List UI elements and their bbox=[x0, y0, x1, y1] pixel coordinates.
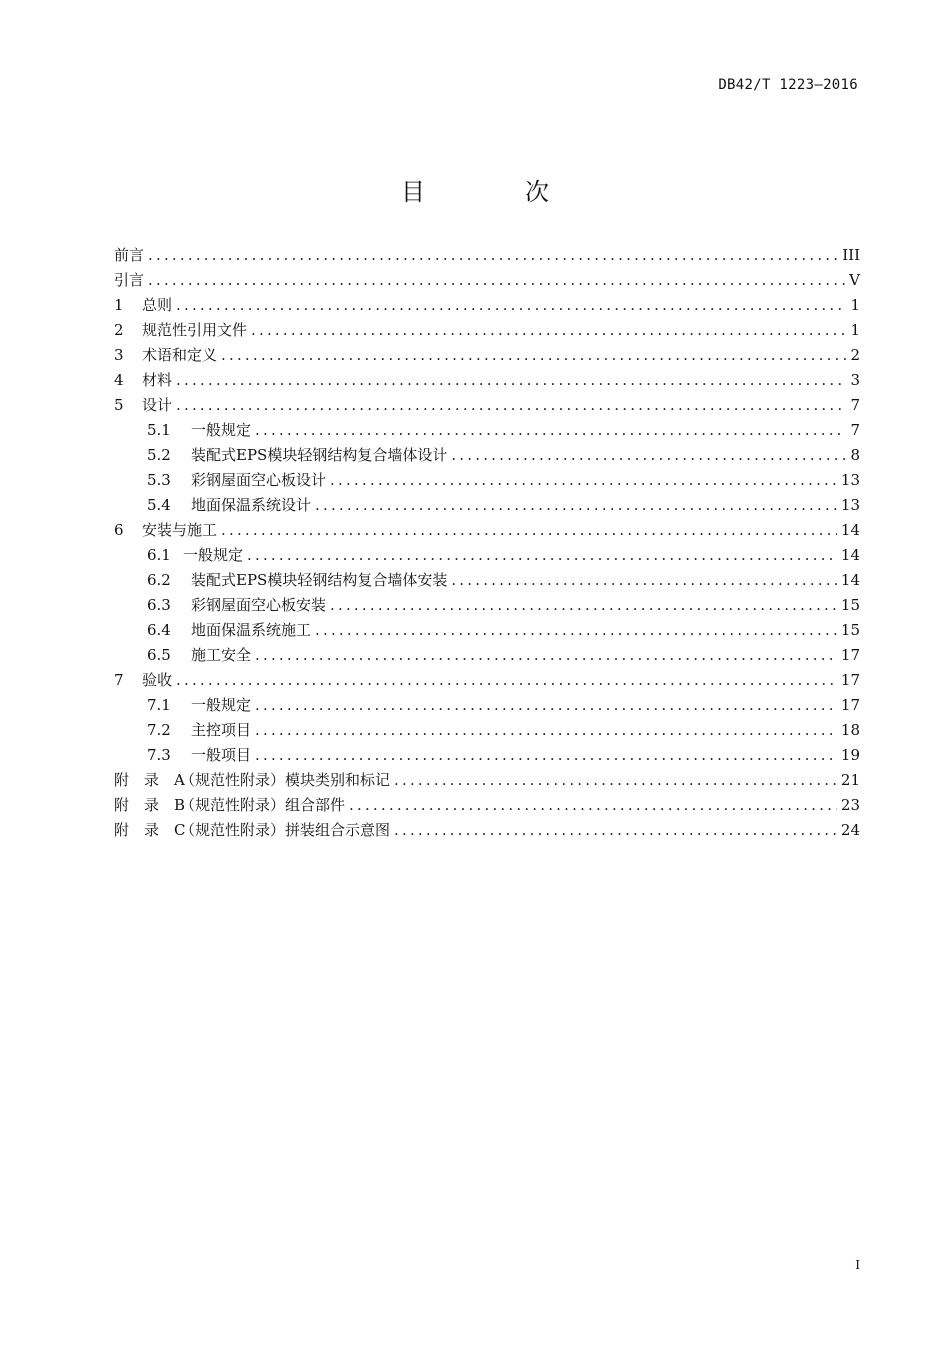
dot-leader bbox=[349, 793, 837, 818]
toc-entry-title: （规范性附录）模块类别和标记 bbox=[180, 771, 391, 789]
toc-page-number: 8 bbox=[850, 446, 860, 464]
toc-entry-title: 引言 bbox=[114, 271, 145, 289]
dot-leader bbox=[176, 368, 846, 393]
dot-leader bbox=[148, 243, 838, 268]
toc-entry-title: 设计 bbox=[142, 396, 173, 414]
toc-page-number: 18 bbox=[840, 721, 860, 739]
toc-entry-appendix-b[interactable] bbox=[114, 793, 860, 818]
toc-entry-title: 主控项目 bbox=[191, 721, 252, 739]
toc-page-number: 17 bbox=[840, 646, 860, 664]
toc-page-number: 7 bbox=[850, 421, 860, 439]
toc-appendix-label: 附 录 B bbox=[114, 796, 186, 814]
dot-leader bbox=[176, 393, 846, 418]
dot-leader bbox=[255, 643, 837, 668]
dot-leader bbox=[221, 518, 837, 543]
toc-page-number: 23 bbox=[840, 796, 860, 814]
dot-leader bbox=[251, 318, 846, 343]
dot-leader bbox=[394, 818, 837, 843]
toc-entry-title: 地面保温系统设计 bbox=[191, 496, 312, 514]
toc-page-number: 13 bbox=[840, 496, 860, 514]
toc-page-number: 2 bbox=[850, 346, 860, 364]
table-of-contents bbox=[114, 243, 860, 843]
dot-leader bbox=[255, 693, 837, 718]
dot-leader bbox=[315, 618, 837, 643]
toc-entry-title: 装配式EPS模块轻钢结构复合墙体设计 bbox=[191, 446, 448, 464]
toc-entry-title: 总则 bbox=[142, 296, 173, 314]
toc-entry-appendix-a[interactable] bbox=[114, 768, 860, 793]
toc-entry-title: 术语和定义 bbox=[142, 346, 218, 364]
toc-page-number: 15 bbox=[840, 621, 860, 639]
toc-page-number: 1 bbox=[850, 321, 860, 339]
dot-leader bbox=[255, 718, 837, 743]
toc-entry-7-2[interactable] bbox=[114, 718, 860, 743]
toc-entry-appendix-c[interactable] bbox=[114, 818, 860, 843]
dot-leader bbox=[315, 493, 837, 518]
toc-entry-number: 6.5 bbox=[147, 646, 171, 664]
toc-entry-title: 验收 bbox=[142, 671, 173, 689]
toc-entry-number: 5.4 bbox=[147, 496, 171, 514]
toc-entry-title: 一般规定 bbox=[191, 696, 252, 714]
toc-entry-number: 6.4 bbox=[147, 621, 171, 639]
toc-entry-number: 6.1 bbox=[147, 546, 171, 564]
toc-appendix-label: 附 录 A bbox=[114, 771, 185, 789]
toc-page-number: 24 bbox=[840, 821, 860, 839]
toc-entry-number: 5.3 bbox=[147, 471, 171, 489]
toc-entry-number: 2 bbox=[114, 321, 124, 339]
dot-leader bbox=[247, 543, 837, 568]
toc-entry-7-3[interactable] bbox=[114, 743, 860, 768]
dot-leader bbox=[148, 268, 845, 293]
toc-page-number: 3 bbox=[850, 371, 860, 389]
toc-entry-title: 规范性引用文件 bbox=[142, 321, 248, 339]
toc-entry-number: 3 bbox=[114, 346, 124, 364]
toc-entry-title: 前言 bbox=[114, 246, 145, 264]
toc-page-number: 14 bbox=[840, 546, 860, 564]
toc-entry-number: 7 bbox=[114, 671, 124, 689]
toc-entry-title: 装配式EPS模块轻钢结构复合墙体安装 bbox=[191, 571, 448, 589]
toc-entry-4[interactable] bbox=[114, 368, 860, 393]
toc-entry-6-3[interactable] bbox=[114, 593, 860, 618]
toc-entry-title: 一般规定 bbox=[183, 546, 244, 564]
toc-page-number: 17 bbox=[840, 671, 860, 689]
toc-page-number: 21 bbox=[840, 771, 860, 789]
toc-entry-5-4[interactable] bbox=[114, 493, 860, 518]
page-folio: I bbox=[855, 1258, 860, 1272]
toc-page-number: 17 bbox=[840, 696, 860, 714]
toc-entry-2[interactable] bbox=[114, 318, 860, 343]
document-code: DB42/T 1223—2016 bbox=[718, 77, 858, 93]
toc-entry-6-2[interactable] bbox=[114, 568, 860, 593]
toc-entry-3[interactable] bbox=[114, 343, 860, 368]
toc-entry-number: 1 bbox=[114, 296, 124, 314]
toc-entry-6-4[interactable] bbox=[114, 618, 860, 643]
toc-page-number: 14 bbox=[840, 571, 860, 589]
toc-entry-5-1[interactable] bbox=[114, 418, 860, 443]
toc-entry-7-1[interactable] bbox=[114, 693, 860, 718]
toc-entry-5-3[interactable] bbox=[114, 468, 860, 493]
dot-leader bbox=[451, 568, 837, 593]
toc-entry-number: 6.2 bbox=[147, 571, 171, 589]
toc-entry-6-5[interactable] bbox=[114, 643, 860, 668]
toc-page-number: V bbox=[849, 271, 860, 289]
dot-leader bbox=[176, 293, 846, 318]
dot-leader bbox=[255, 418, 846, 443]
toc-entry-number: 5.2 bbox=[147, 446, 171, 464]
toc-entry-title: （规范性附录）拼装组合示意图 bbox=[180, 821, 391, 839]
toc-appendix-label: 附 录 C bbox=[114, 821, 186, 839]
toc-entry-title: 地面保温系统施工 bbox=[191, 621, 312, 639]
toc-entry-number: 5 bbox=[114, 396, 124, 414]
dot-leader bbox=[221, 343, 846, 368]
toc-entry-title: 彩钢屋面空心板安装 bbox=[191, 596, 327, 614]
toc-entry-title: 材料 bbox=[142, 371, 173, 389]
toc-entry-number: 7.3 bbox=[147, 746, 171, 764]
dot-leader bbox=[330, 468, 837, 493]
toc-entry-title: （规范性附录）组合部件 bbox=[180, 796, 346, 814]
toc-entry-number: 7.1 bbox=[147, 696, 171, 714]
toc-entry-6-1[interactable] bbox=[114, 543, 860, 568]
toc-entry-title: 彩钢屋面空心板设计 bbox=[191, 471, 327, 489]
toc-entry-title: 施工安全 bbox=[191, 646, 252, 664]
toc-entry-number: 6 bbox=[114, 521, 124, 539]
dot-leader bbox=[451, 443, 846, 468]
toc-page-number: 14 bbox=[840, 521, 860, 539]
toc-entry-number: 7.2 bbox=[147, 721, 171, 739]
dot-leader bbox=[255, 743, 837, 768]
toc-entry-title: 一般规定 bbox=[191, 421, 252, 439]
toc-entry-number: 5.1 bbox=[147, 421, 171, 439]
toc-page-number: 7 bbox=[850, 396, 860, 414]
toc-entry-number: 6.3 bbox=[147, 596, 171, 614]
toc-page-number: 15 bbox=[840, 596, 860, 614]
toc-entry-title: 一般项目 bbox=[191, 746, 252, 764]
toc-page-number: 19 bbox=[840, 746, 860, 764]
toc-entry-preface[interactable] bbox=[114, 243, 860, 268]
toc-page-number: III bbox=[842, 246, 860, 264]
toc-page-number: 13 bbox=[840, 471, 860, 489]
toc-page-number: 1 bbox=[850, 296, 860, 314]
toc-entry-title: 安装与施工 bbox=[142, 521, 218, 539]
toc-entry-number: 4 bbox=[114, 371, 124, 389]
toc-entry-introduction[interactable] bbox=[114, 268, 860, 293]
dot-leader bbox=[176, 668, 837, 693]
toc-entry-1[interactable] bbox=[114, 293, 860, 318]
toc-entry-5[interactable] bbox=[114, 393, 860, 418]
dot-leader bbox=[330, 593, 837, 618]
toc-entry-5-2[interactable] bbox=[114, 443, 860, 468]
toc-entry-6[interactable] bbox=[114, 518, 860, 543]
dot-leader bbox=[394, 768, 837, 793]
toc-entry-7[interactable] bbox=[114, 668, 860, 693]
toc-heading: 目 次 bbox=[401, 178, 587, 206]
